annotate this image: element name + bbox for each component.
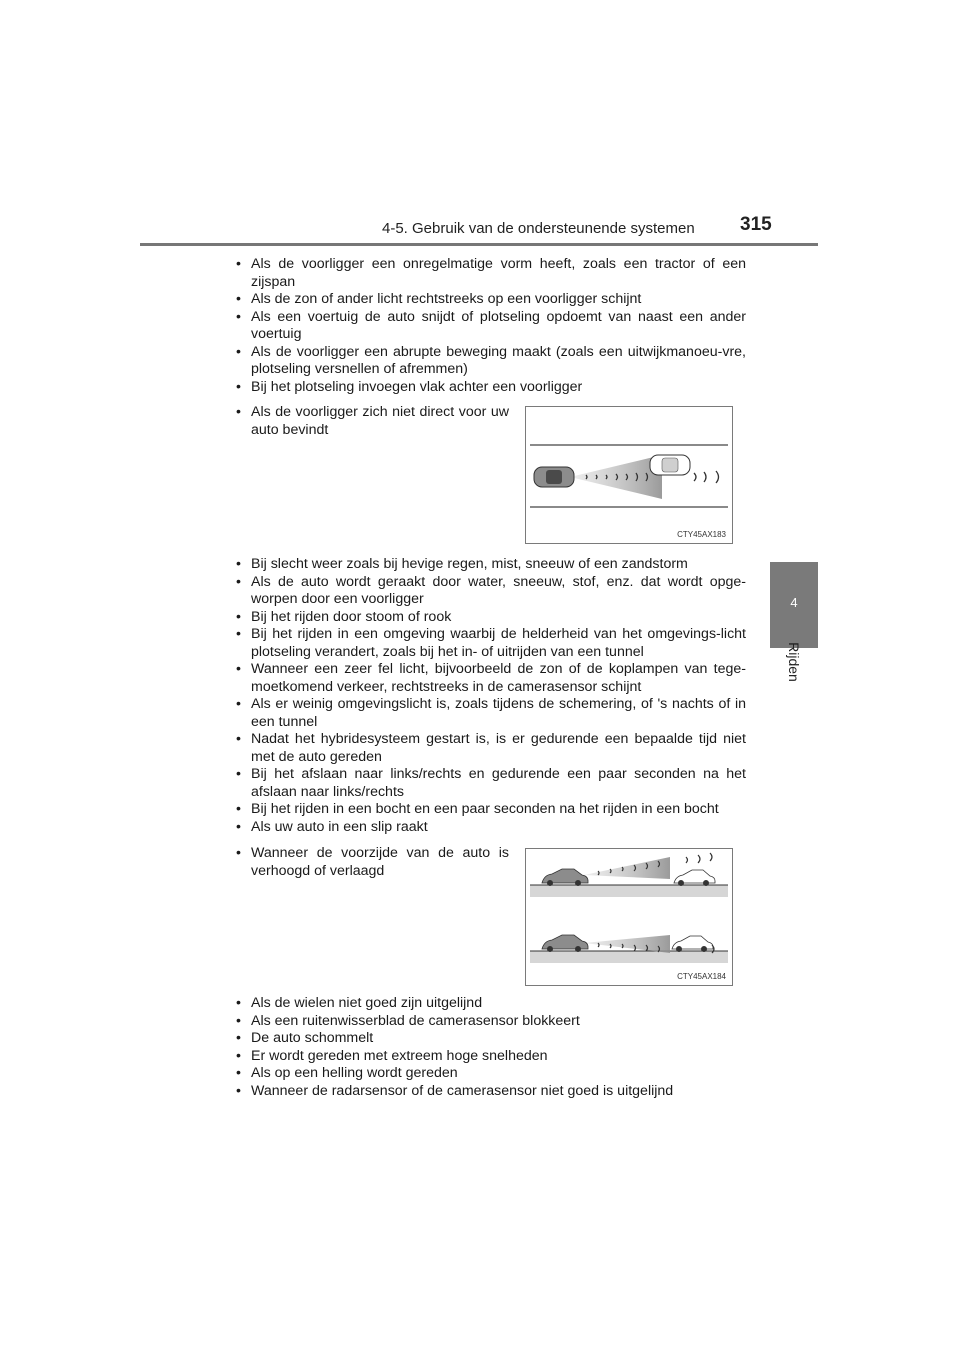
radar-beam-icon bbox=[584, 935, 670, 953]
chapter-label bbox=[774, 632, 814, 692]
offset-vehicle-illustration bbox=[526, 407, 732, 543]
condition-list-3 bbox=[234, 556, 746, 836]
front-raised-lowered-illustration bbox=[526, 849, 732, 985]
list-item: • Bij het rijden door stoom of rook bbox=[234, 609, 746, 627]
own-car-icon bbox=[534, 467, 574, 487]
list-item: • Wanneer de radarsensor of de camerasensor niet goed is uitgelijnd bbox=[234, 1083, 746, 1101]
list-item: • Bij het plotseling invoegen vlak achter een voorligger bbox=[234, 379, 746, 397]
figure-offset-vehicle bbox=[525, 406, 733, 544]
list-item: • Als de voorligger zich niet direct voor uw auto bevindt bbox=[234, 404, 509, 439]
own-car-icon bbox=[542, 869, 588, 886]
preceding-car-icon bbox=[674, 870, 715, 886]
figure-code: CTY45AX183 bbox=[677, 530, 726, 539]
road-surface-icon bbox=[530, 951, 728, 963]
own-car-icon bbox=[542, 935, 588, 952]
list-item: • Als uw auto in een slip raakt bbox=[234, 819, 746, 837]
preceding-car-icon bbox=[650, 455, 690, 475]
list-item: • Als de zon of ander licht rechtstreeks op een voorligger schijnt bbox=[234, 291, 746, 309]
list-item: • Als een voertuig de auto snijdt of plotseling opdoemt van naast een ander voertuig bbox=[234, 309, 746, 344]
road-surface-icon bbox=[530, 885, 728, 897]
page-number: 315 bbox=[740, 214, 772, 235]
list-item: • Als de wielen niet goed zijn uitgelijnd bbox=[234, 995, 746, 1013]
list-item: • Als een ruitenwisserblad de camerasensor blokkeert bbox=[234, 1013, 746, 1031]
header-divider bbox=[140, 243, 818, 246]
chapter-label-text: Rijden bbox=[786, 642, 802, 682]
list-item: • Als de voorligger een abrupte beweging maakt (zoals een uitwijkmanoeu-vre, plotseling versnellen of afremmen) bbox=[234, 344, 746, 379]
list-item: • Wanneer een zeer fel licht, bijvoorbeeld de zon of de koplampen van tege-moetkomend verkeer, rechtstreeks in de camerasensor schijnt bbox=[234, 661, 746, 696]
list-item: • Als er weinig omgevingslicht is, zoals tijdens de schemering, of 's nachts of in een tunnel bbox=[234, 696, 746, 731]
list-item: • Als de auto wordt geraakt door water, sneeuw, stof, enz. dat wordt opge-worpen door een voorligger bbox=[234, 574, 746, 609]
section-title: 4-5. Gebruik van de ondersteunende systemen bbox=[382, 220, 695, 237]
radar-beam-icon bbox=[570, 455, 662, 499]
list-item: • Wanneer de voorzijde van de auto is verhoogd of verlaagd bbox=[234, 845, 509, 880]
list-item: • Als de voorligger een onregelmatige vorm heeft, zoals een tractor of een zijspan bbox=[234, 256, 746, 291]
figure-code: CTY45AX184 bbox=[677, 972, 726, 981]
page-header bbox=[0, 0, 960, 260]
list-item: • Bij het rijden in een omgeving waarbij de helderheid van het omgevings-licht plotseling verandert, zoals bij het in- of uitrijden van een tunnel bbox=[234, 626, 746, 661]
figure-front-raised-lowered bbox=[525, 848, 733, 986]
list-item: • De auto schommelt bbox=[234, 1030, 746, 1048]
list-item: • Bij slecht weer zoals bij hevige regen, mist, sneeuw of een zandstorm bbox=[234, 556, 746, 574]
condition-list-1 bbox=[234, 256, 746, 396]
chapter-number: 4 bbox=[790, 595, 798, 610]
list-item: • Als op een helling wordt gereden bbox=[234, 1065, 746, 1083]
condition-list-5 bbox=[234, 995, 746, 1100]
list-item: • Bij het rijden in een bocht en een paar seconden na het rijden in een bocht bbox=[234, 801, 746, 819]
list-item: • Nadat het hybridesysteem gestart is, is er gedurende een bepaalde tijd niet met de auto gereden bbox=[234, 731, 746, 766]
radar-beam-icon bbox=[584, 857, 670, 879]
preceding-car-icon bbox=[672, 936, 713, 952]
list-item: • Er wordt gereden met extreem hoge snelheden bbox=[234, 1048, 746, 1066]
list-item: • Bij het afslaan naar links/rechts en gedurende een paar seconden na het afslaan naar links/rechts bbox=[234, 766, 746, 801]
